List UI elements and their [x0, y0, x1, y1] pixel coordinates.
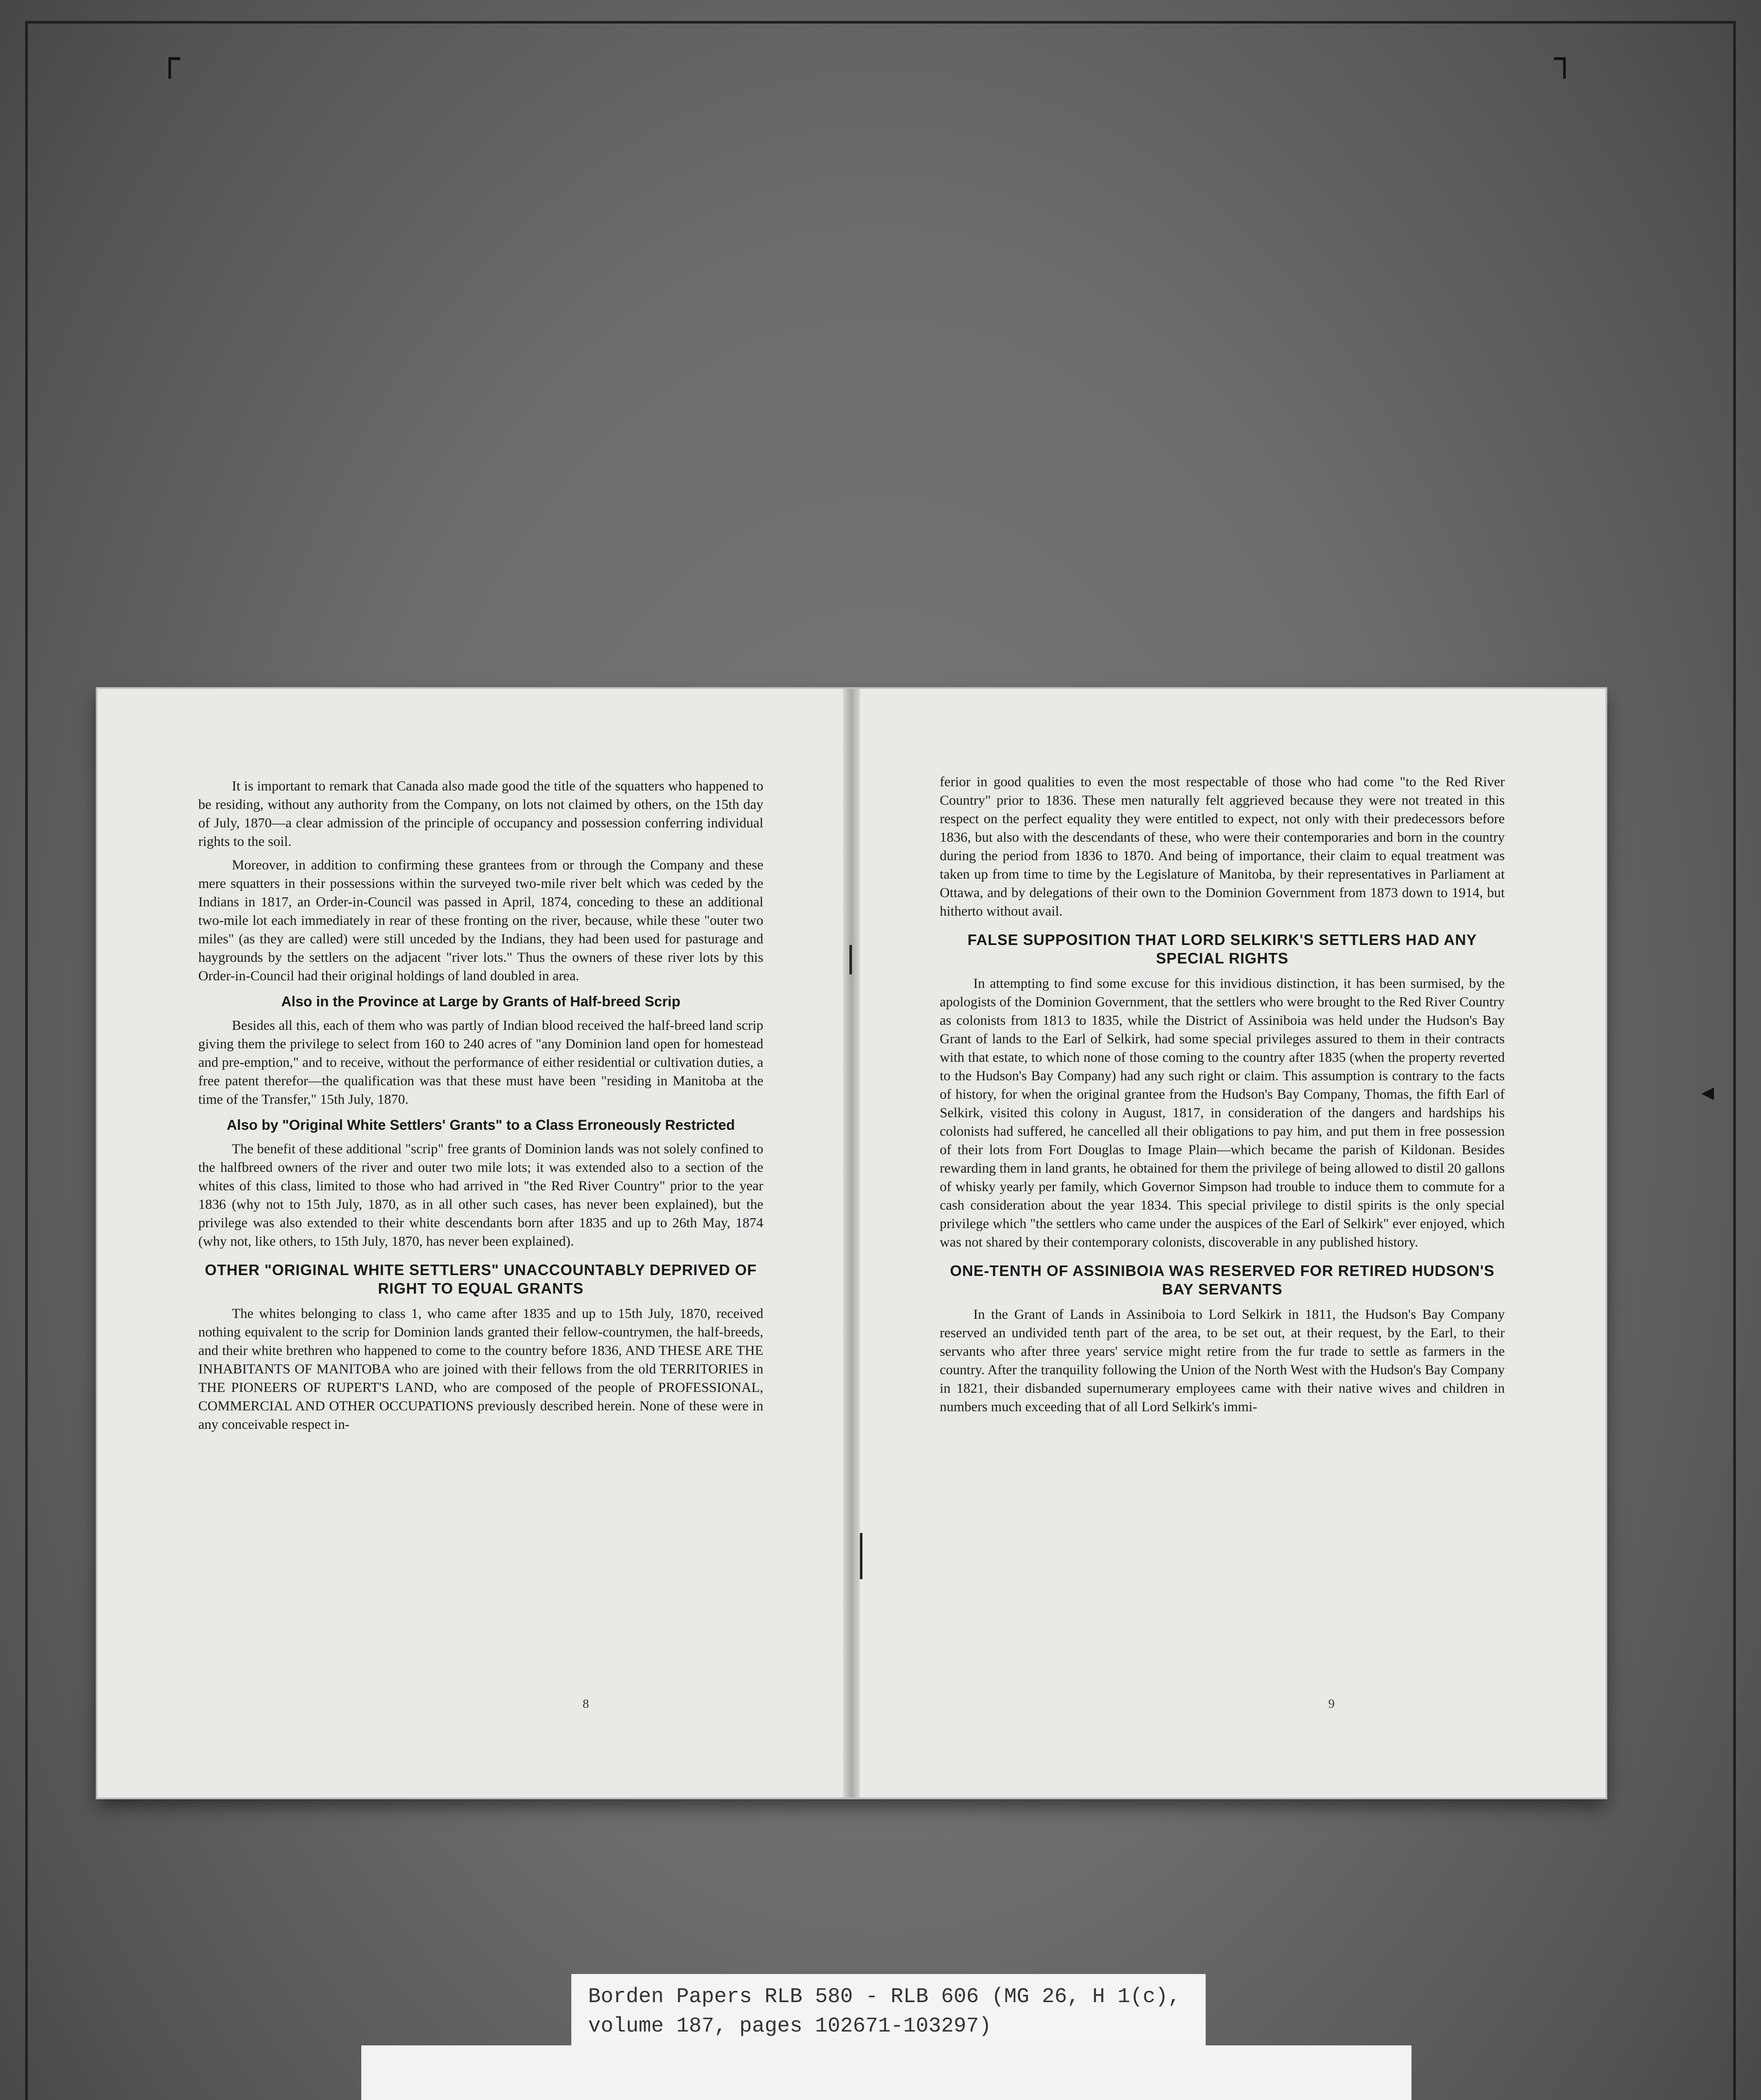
left-paragraph: It is important to remark that Canada also made good the title of the squatters who happened to be residing, without any authority from the Company, on lots not claimed by others, on the 15th day of July, 1870—a clear admission of the principle of occupancy and possession conferring individual rights to the soil. [198, 779, 763, 849]
left-heading-deprived-of-right: OTHER "ORIGINAL WHITE SETTLERS" UNACCOUNTABLY DEPRIVED OF RIGHT TO EQUAL GRANTS [205, 1261, 757, 1297]
left-heading-white-settlers-grants: Also by "Original White Settlers' Grants" to a Class Erroneously Restricted [226, 1117, 735, 1133]
book-gutter [843, 689, 860, 1798]
reference-label-card [571, 1974, 1206, 2054]
staple-mark-bottom [860, 1533, 862, 1579]
open-booklet [97, 689, 1606, 1798]
page-number-left: 8 [583, 1697, 589, 1711]
right-page [940, 773, 1505, 1421]
reference-line: volume 187, pages 102671-103297) [588, 2014, 992, 2038]
right-heading-one-tenth-assiniboia: ONE-TENTH OF ASSINIBOIA WAS RESERVED FOR RETIRED HUDSON'S BAY SERVANTS [950, 1262, 1495, 1298]
right-heading-false-supposition: FALSE SUPPOSITION THAT LORD SELKIRK'S SETTLERS HAD ANY SPECIAL RIGHTS [967, 931, 1477, 967]
left-paragraph: Besides all this, each of them who was partly of Indian blood received the half-breed land scrip giving them the privilege to select from 160 to 240 acres of "any Dominion land open for homestead and pre-emption," and to receive, without the performance of either residential or cultivation duties, a free patent therefor—the qualification was that these must have been "residing in Manitoba at the time of the Transfer," 15th July, 1870. [198, 1018, 763, 1107]
archives-card [361, 2045, 1411, 2100]
left-paragraph: Moreover, in addition to confirming these grantees from or through the Company and these mere squatters in their possessions within the surveyed two-mile river belt which was ceded by the Indians in 1817, an Order-in-Council was passed in April, 1874, conceding to these an additional two-mile lot each immediately in rear of these fronting on the river, because, while these "outer two miles" (as they are called) were still unceded by the Indians, they had been used for pasturage and haygrounds by the settlers on the adjacent "river lots." Thus the owners of these river lots by this Order-in-Council had their original holdings of land doubled in area. [198, 858, 763, 984]
page-number-right: 9 [1328, 1697, 1335, 1711]
right-paragraph: In the Grant of Lands in Assiniboia to Lord Selkirk in 1811, the Hudson's Bay Company reserved an undivided tenth part of the area, to be set out, at their request, by the Earl, to their servants who after three years' service might retire from the fur trade to settle as farmers in the country. After the tranquility following the Union of the North West with the Hudson's Bay Company in 1821, their disbanded supernumerary employees came with their native wives and children in numbers much exceeding that of all Lord Selkirk's immi- [940, 1307, 1505, 1415]
left-page [198, 777, 763, 1439]
corner-mark-top-right: ┐ [1554, 39, 1575, 78]
side-arrow-mark-right: ◂ [1701, 1077, 1714, 1107]
left-paragraph: The whites belonging to class 1, who came after 1835 and up to 15th July, 1870, received nothing equivalent to the scrip for Dominion lands granted their fellow-countrymen, the half-breeds, and their white brethren who happened to come to the country before 1836, AND THESE ARE THE INHABITANTS OF MANITOBA who are joined with their fellows from the old TERRITORIES in THE PIONEERS OF RUPERT'S LAND, who are composed of the people of PROFESSIONAL, COMMERCIAL AND OTHER OCCUPATIONS previously described herein. None of these were in any conceivable respect in- [198, 1306, 763, 1432]
staple-mark-top [849, 945, 852, 974]
left-heading-halfbreed-scrip: Also in the Province at Large by Grants of Half-breed Scrip [281, 994, 681, 1010]
right-paragraph: ferior in good qualities to even the most respectable of those who had come "to the Red River Country" prior to 1836. These men naturally felt aggrieved because they were not treated in this respect on the perfect equality they were entitled to expect, not only with their predecessors before 1836, but also with the descendants of these, who were their contemporaries and born in the country during the period from 1836 to 1870. And being of importance, their claim to equal treatment was taken up from time to time by the Legislature of Manitoba, by their representatives in Parliament at Ottawa, and by delegations of their own to the Dominion Government from 1873 down to 1914, but hitherto without avail. [940, 774, 1505, 919]
reference-line: Borden Papers RLB 580 - RLB 606 (MG 26, H 1(c), [588, 1985, 1181, 2009]
left-paragraph: The benefit of these additional "scrip" free grants of Dominion lands was not solely confined to the halfbreed owners of the river and outer two mile lots; it was extended also to a section of the whites of this class, limited to those who had arrived in "the Red River Country" prior to the year 1836 (why not to 15th July, 1870, as in all other such cases, has never been explained), but the privilege was also extended to their white descendants born after 1835 and up to 26th May, 1874 (why not, like others, to 15th July, 1870, has never been explained). [198, 1142, 763, 1249]
right-paragraph: In attempting to find some excuse for this invidious distinction, it has been surmised, by the apologists of the Dominion Government, that the settlers who were brought to the Red River Country as colonists from 1813 to 1835, while the District of Assiniboia was held under the Hudson's Bay Grant of lands to the Earl of Selkirk, had some special privileges assured to them in their contracts with that estate, to which none of those coming to the country after 1835 (when the property reverted to the Hudson's Bay Company) had any such right or claim. This assumption is contrary to the facts of history, for when the original grantee from the Hudson's Bay Company, Thomas, the fifth Earl of Selkirk, visited this colony in August, 1817, in consideration of the dangers and hardships his colonists had suffered, he cancelled all their obligations to pay him, and put them in free possession of their lots from Fort Douglas to Image Plain—which became the parish of Kildonan. Besides rewarding them in land grants, he obtained for them the privilege of being allowed to distil 20 gallons of whisky yearly per family, which Governor Simpson had trouble to induce them to commute for a cash consideration about the year 1834. This special privilege to distil spirits is the only special privilege which "the settlers who came under the auspices of the Earl of Selkirk" ever enjoyed, which was not shared by their contemporary colonists, discoverable in any published history. [940, 976, 1505, 1250]
corner-mark-top-left: ┌ [160, 39, 180, 78]
